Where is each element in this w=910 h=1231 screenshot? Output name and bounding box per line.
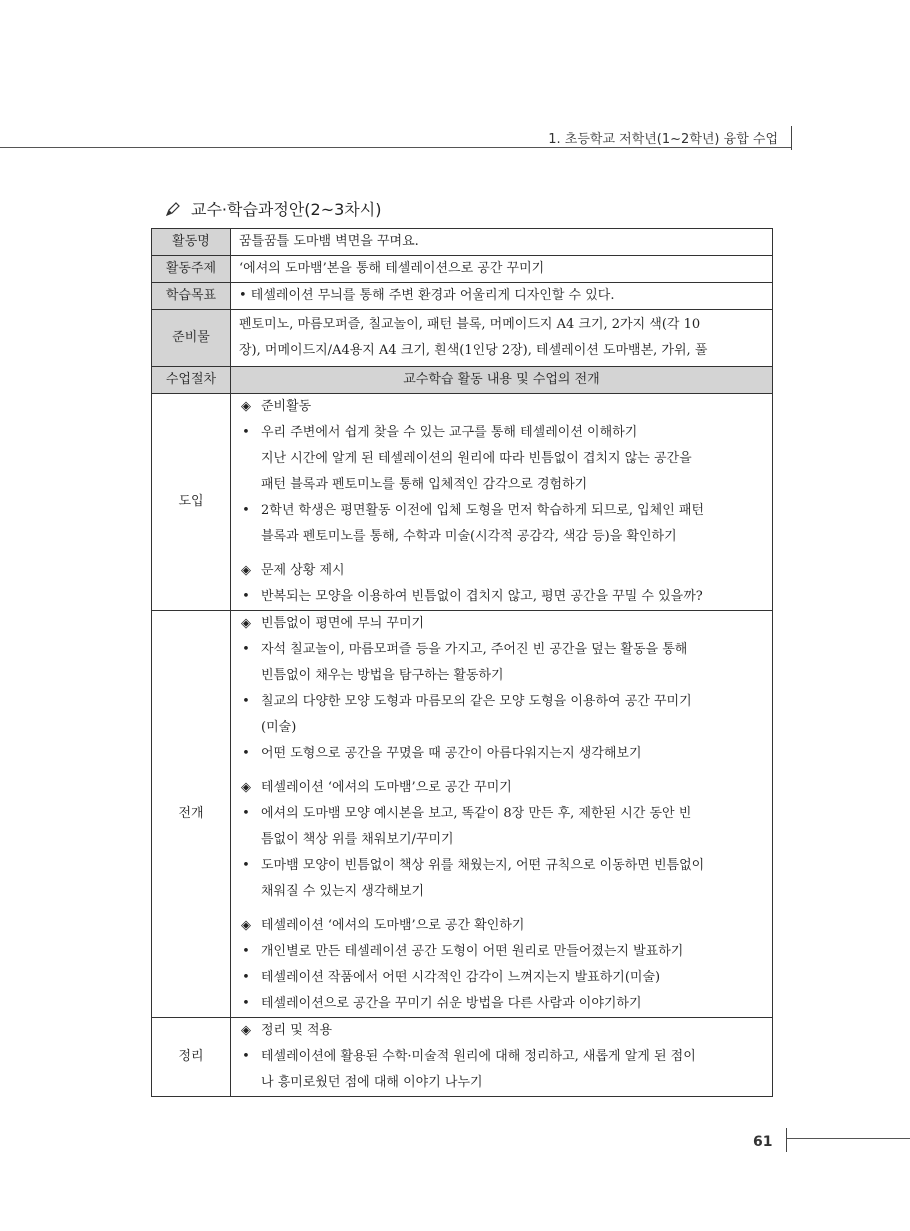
activity-heading (239, 611, 764, 637)
bullet-item (239, 420, 764, 446)
phase-content (231, 611, 773, 1018)
phase-content (231, 1018, 773, 1097)
phase-label: 전개 (152, 611, 231, 1018)
bullet-icon: • (242, 970, 250, 985)
row-label: 준비물 (152, 310, 231, 367)
running-header: 1. 초등학교 저학년(1~2학년) 융합 수업 (548, 132, 778, 147)
bullet-item (239, 637, 764, 663)
bullet-icon: • (242, 806, 250, 821)
heading-text: 빈틈없이 평면에 무늬 꾸미기 (261, 616, 425, 631)
bullet-item (239, 801, 764, 827)
procedure-title: 교수학습 활동 내용 및 수업의 전개 (231, 367, 773, 394)
bullet-icon: • (242, 746, 250, 761)
row-value: • 테셀레이션 무늬를 통해 주변 환경과 어울리게 디자인할 수 있다. (231, 283, 773, 310)
activity-heading (239, 394, 764, 420)
info-row (152, 283, 773, 310)
header-tick (791, 126, 792, 150)
bullet-continuation: 틈없이 책상 위를 채워보기/꾸미기 (261, 832, 454, 847)
bullet-icon: • (242, 642, 250, 657)
row-label: 학습목표 (152, 283, 231, 310)
bullet-item (239, 965, 764, 991)
phase-row (152, 611, 773, 1018)
bullet-text: 자석 칠교놀이, 마름모퍼즐 등을 가지고, 주어진 빈 공간을 덮는 활동을 통해 (261, 642, 688, 657)
bullet-text: 반복되는 모양을 이용하여 빈틈없이 겹치지 않고, 평면 공간을 꾸밀 수 있을까? (261, 589, 703, 604)
bullet-item (239, 853, 764, 879)
phase-row (152, 394, 773, 611)
bullet-icon: • (242, 858, 250, 873)
heading-text: 테셀레이션 ‘에셔의 도마뱀’으로 공간 꾸미기 (261, 780, 512, 795)
heading-text: 문제 상황 제시 (261, 563, 345, 578)
bullet-item (239, 1044, 764, 1070)
bullet-text: 테셀레이션으로 공간을 꾸미기 쉬운 방법을 다른 사람과 이야기하기 (261, 996, 642, 1011)
procedure-label: 수업절차 (152, 367, 231, 394)
bullet-icon: • (242, 996, 250, 1011)
pencil-icon (165, 201, 181, 217)
diamond-icon: ◈ (241, 1023, 251, 1038)
bullet-item (239, 939, 764, 965)
bullet-continuation: (미술) (261, 720, 297, 735)
diamond-icon: ◈ (241, 780, 251, 795)
bullet-item (239, 584, 764, 610)
bullet-continuation: 패턴 블록과 펜토미노를 통해 입체적인 감각으로 경험하기 (261, 477, 588, 492)
bullet-icon: • (242, 589, 250, 604)
activity-heading (239, 1018, 764, 1044)
phase-row (152, 1018, 773, 1097)
bullet-icon: • (242, 694, 250, 709)
bullet-item (239, 498, 764, 524)
bullet-text: 에셔의 도마뱀 모양 예시본을 보고, 똑같이 8장 만든 후, 제한된 시간 동안 빈 (261, 806, 692, 821)
bullet-text: 어떤 도형으로 공간을 꾸몄을 때 공간이 아름다워지는지 생각해보기 (261, 746, 642, 761)
diamond-icon: ◈ (241, 616, 251, 631)
row-value: 꿈틀꿈틀 도마뱀 벽면을 꾸며요. (231, 229, 773, 256)
activity-heading (239, 558, 764, 584)
bullet-continuation: 지난 시간에 알게 된 테셀레이션의 원리에 따라 빈틈없이 겹치지 않는 공간을 (261, 451, 692, 466)
info-row (152, 310, 773, 367)
footer-rule (787, 1138, 910, 1139)
value-line: 펜토미노, 마름모퍼즐, 칠교놀이, 패턴 블록, 머메이드지 A4 크기, 2가지 색(각 10 (239, 317, 701, 332)
value-line: 장), 머메이드지/A4용지 A4 크기, 흰색(1인당 2장), 테셀레이션 도마뱀본, 가위, 풀 (239, 343, 708, 358)
info-row (152, 256, 773, 283)
page-number: 61 (753, 1134, 773, 1150)
diamond-icon: ◈ (241, 563, 251, 578)
bullet-continuation: 채워질 수 있는지 생각해보기 (261, 884, 425, 899)
header-rule (0, 147, 791, 148)
bullet-text: 우리 주변에서 쉽게 찾을 수 있는 교구를 통해 테셀레이션 이해하기 (261, 425, 638, 440)
bullet-text: 테셀레이션 작품에서 어떤 시각적인 감각이 느껴지는지 발표하기(미술) (261, 970, 661, 985)
phase-label: 도입 (152, 394, 231, 611)
bullet-item (239, 991, 764, 1017)
lesson-plan-table (151, 228, 773, 1097)
procedure-header-row (152, 367, 773, 394)
bullet-text: 개인별로 만든 테셀레이션 공간 도형이 어떤 원리로 만들어졌는지 발표하기 (261, 944, 684, 959)
heading-text: 준비활동 (261, 399, 312, 414)
bullet-icon: • (242, 1049, 250, 1064)
bullet-text: 칠교의 다양한 모양 도형과 마름모의 같은 모양 도형을 이용하여 공간 꾸미기 (261, 694, 692, 709)
diamond-icon: ◈ (241, 918, 251, 933)
diamond-icon: ◈ (241, 399, 251, 414)
row-value: ‘에셔의 도마뱀’본을 통해 테셀레이션으로 공간 꾸미기 (231, 256, 773, 283)
bullet-icon: • (242, 503, 250, 518)
heading-text: 테셀레이션 ‘에셔의 도마뱀’으로 공간 확인하기 (261, 918, 525, 933)
section-title: 교수·학습과정안(2~3차시) (191, 200, 382, 219)
group-spacer (239, 767, 764, 775)
activity-heading (239, 913, 764, 939)
bullet-icon: • (242, 425, 250, 440)
info-row (152, 229, 773, 256)
heading-text: 정리 및 적용 (261, 1023, 333, 1038)
footer-tick (786, 1128, 787, 1152)
row-value (231, 310, 773, 367)
bullet-item (239, 741, 764, 767)
phase-label: 정리 (152, 1018, 231, 1097)
bullet-text: 테셀레이션에 활용된 수학·미술적 원리에 대해 정리하고, 새롭게 알게 된 점이 (261, 1049, 696, 1064)
bullet-icon: • (242, 944, 250, 959)
bullet-continuation: 나 흥미로웠던 점에 대해 이야기 나누기 (261, 1075, 483, 1090)
row-label: 활동주제 (152, 256, 231, 283)
activity-heading (239, 775, 764, 801)
bullet-text: 도마뱀 모양이 빈틈없이 책상 위를 채웠는지, 어떤 규칙으로 이동하면 빈틈없이 (261, 858, 705, 873)
phase-content (231, 394, 773, 611)
group-spacer (239, 550, 764, 558)
bullet-text: 2학년 학생은 평면활동 이전에 입체 도형을 먼저 학습하게 되므로, 입체인 패턴 (261, 503, 705, 518)
section-heading (165, 197, 381, 220)
group-spacer (239, 905, 764, 913)
bullet-continuation: 블록과 펜토미노를 통해, 수학과 미술(시각적 공감각, 색감 등)을 확인하기 (261, 529, 677, 544)
bullet-continuation: 빈틈없이 채우는 방법을 탐구하는 활동하기 (261, 668, 504, 683)
row-label: 활동명 (152, 229, 231, 256)
bullet-item (239, 689, 764, 715)
